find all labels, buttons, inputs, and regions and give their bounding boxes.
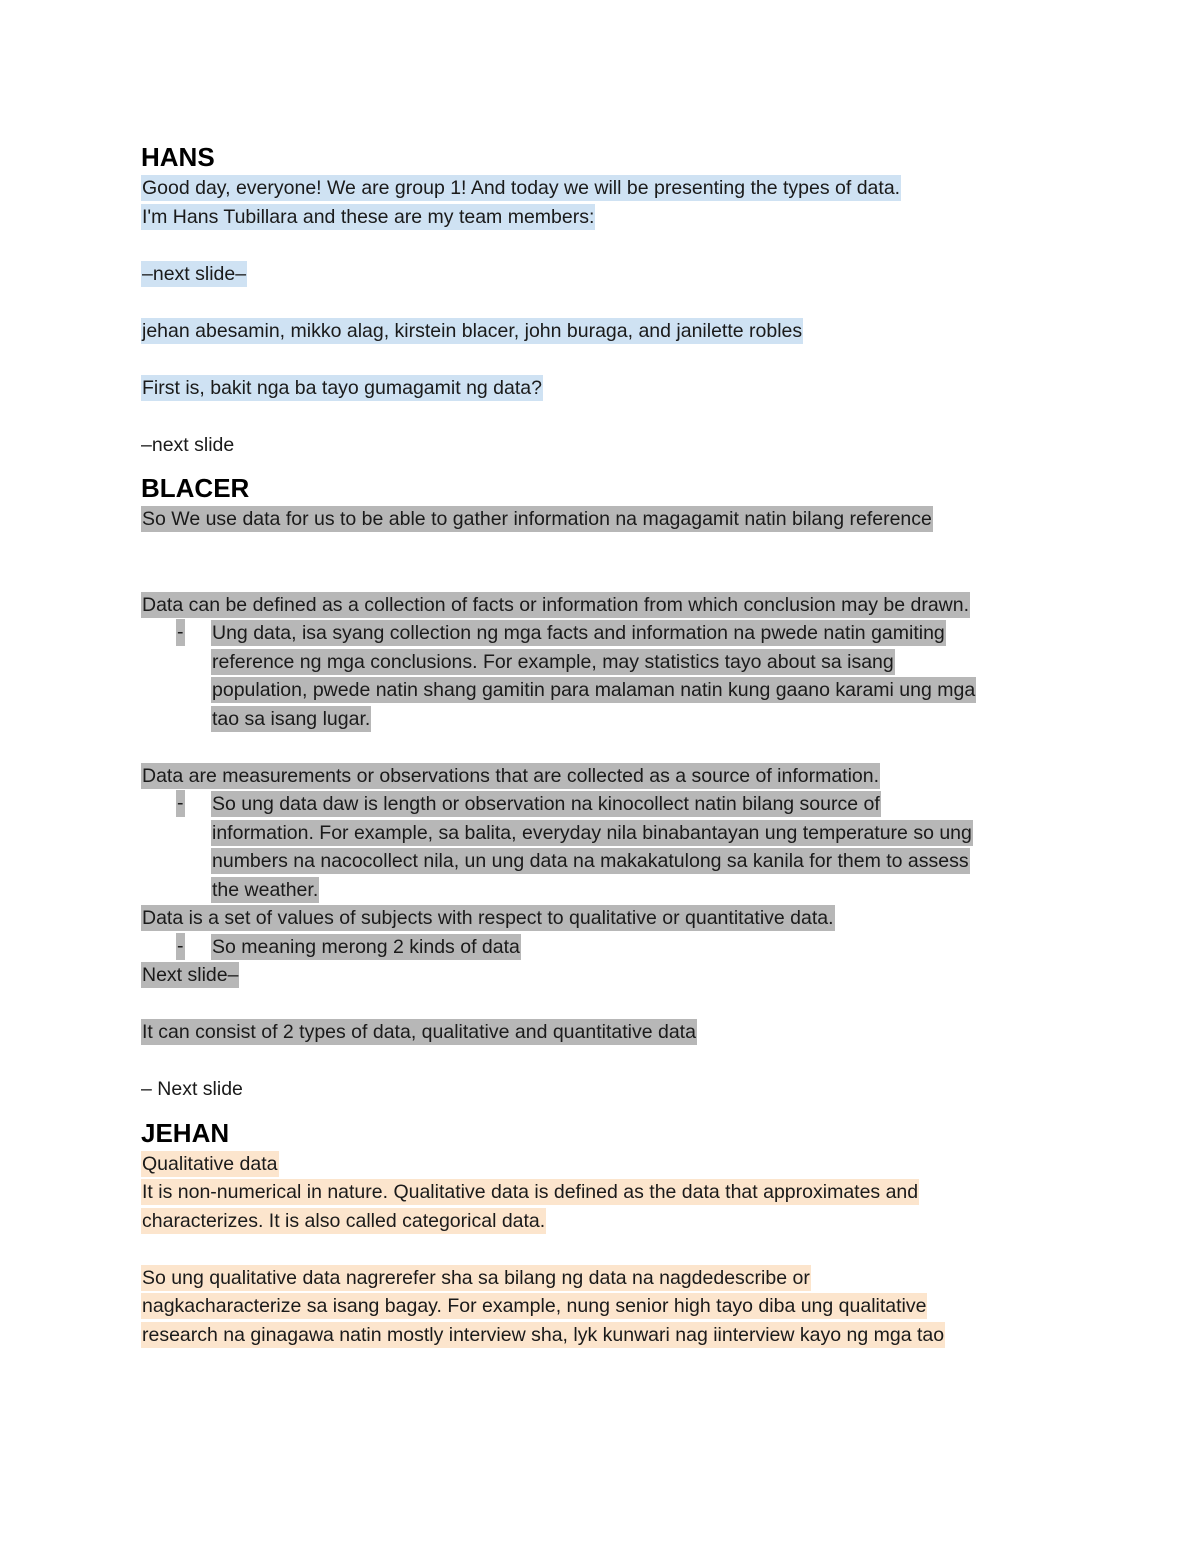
team-members-line: jehan abesamin, mikko alag, kirstein blacer, john buraga, and janilette robles [142,319,803,342]
section-hans [141,140,1071,459]
section-jehan [141,1116,1071,1350]
bullet-line: So meaning merong 2 kinds of data [212,935,520,958]
paragraph-line: It is non-numerical in nature. Qualitative data is defined as the data that approximates and [142,1181,919,1203]
bullet-dash: - [176,933,185,960]
section-heading: JEHAN [141,1117,230,1148]
bullet-item [141,619,1071,733]
bullet-line: numbers na nacocollect nila, un ung data na makakatulong sa kanila for them to assess [212,850,969,872]
slide-cue: – Next slide [141,1078,243,1100]
paragraph-line: Good day, everyone! We are group 1! And today we will be presenting the types of data. [142,177,901,199]
bullet-line: the weather. [212,878,319,901]
definition-line: Data are measurements or observations that are collected as a source of information. [142,764,880,787]
bullet-line: Ung data, isa syang collection ng mga facts and information na pwede natin gamiting [212,622,945,644]
definition-line: Data can be defined as a collection of facts or information from which conclusion may be drawn. [142,593,970,616]
paragraph-line: So We use data for us to be able to gather information na magagamit natin bilang reference [142,508,932,530]
section-heading: HANS [141,142,215,172]
paragraph-line: I'm Hans Tubillara and these are my team members: [142,205,595,228]
slide-cue: –next slide [141,433,235,456]
slide-cue: –next slide– [142,262,247,285]
paragraph-line: research na ginagawa natin mostly interview sha, lyk kunwari nag iinterview kayo ng mga tao [142,1323,945,1346]
slide-cue: Next slide– [142,964,239,986]
bullet-item [141,933,1071,962]
definition-line: Data is a set of values of subjects with respect to qualitative or quantitative data. [142,907,834,929]
section-heading: BLACER [141,473,250,503]
document-page [141,140,1071,1349]
bullet-line: population, pwede natin shang gamitin para malaman natin kung gaano karami ung mga [212,679,976,701]
bullet-dash: - [176,619,185,646]
subheading-line: Qualitative data [142,1152,278,1175]
paragraph-line: So ung qualitative data nagrerefer sha sa bilang ng data na nagdedescribe or [142,1266,810,1289]
paragraph-line: characterizes. It is also called categorical data. [142,1209,546,1232]
bullet-line: tao sa isang lugar. [212,707,371,730]
bullet-line: information. For example, sa balita, everyday nila binabantayan ung temperature so ung [212,821,972,844]
bullet-line: reference ng mga conclusions. For example, may statistics tayo about sa isang [212,650,894,673]
bullet-line: So ung data daw is length or observation na kinocollect natin bilang source of [212,793,880,815]
section-blacer [141,471,1071,1104]
bullet-item [141,790,1071,904]
paragraph-line: nagkacharacterize sa isang bagay. For example, nung senior high tayo diba ung qualitative [142,1295,927,1317]
paragraph-line: It can consist of 2 types of data, qualitative and quantitative data [142,1021,696,1043]
paragraph-line: First is, bakit nga ba tayo gumagamit ng data? [142,376,542,399]
bullet-dash: - [176,790,185,817]
